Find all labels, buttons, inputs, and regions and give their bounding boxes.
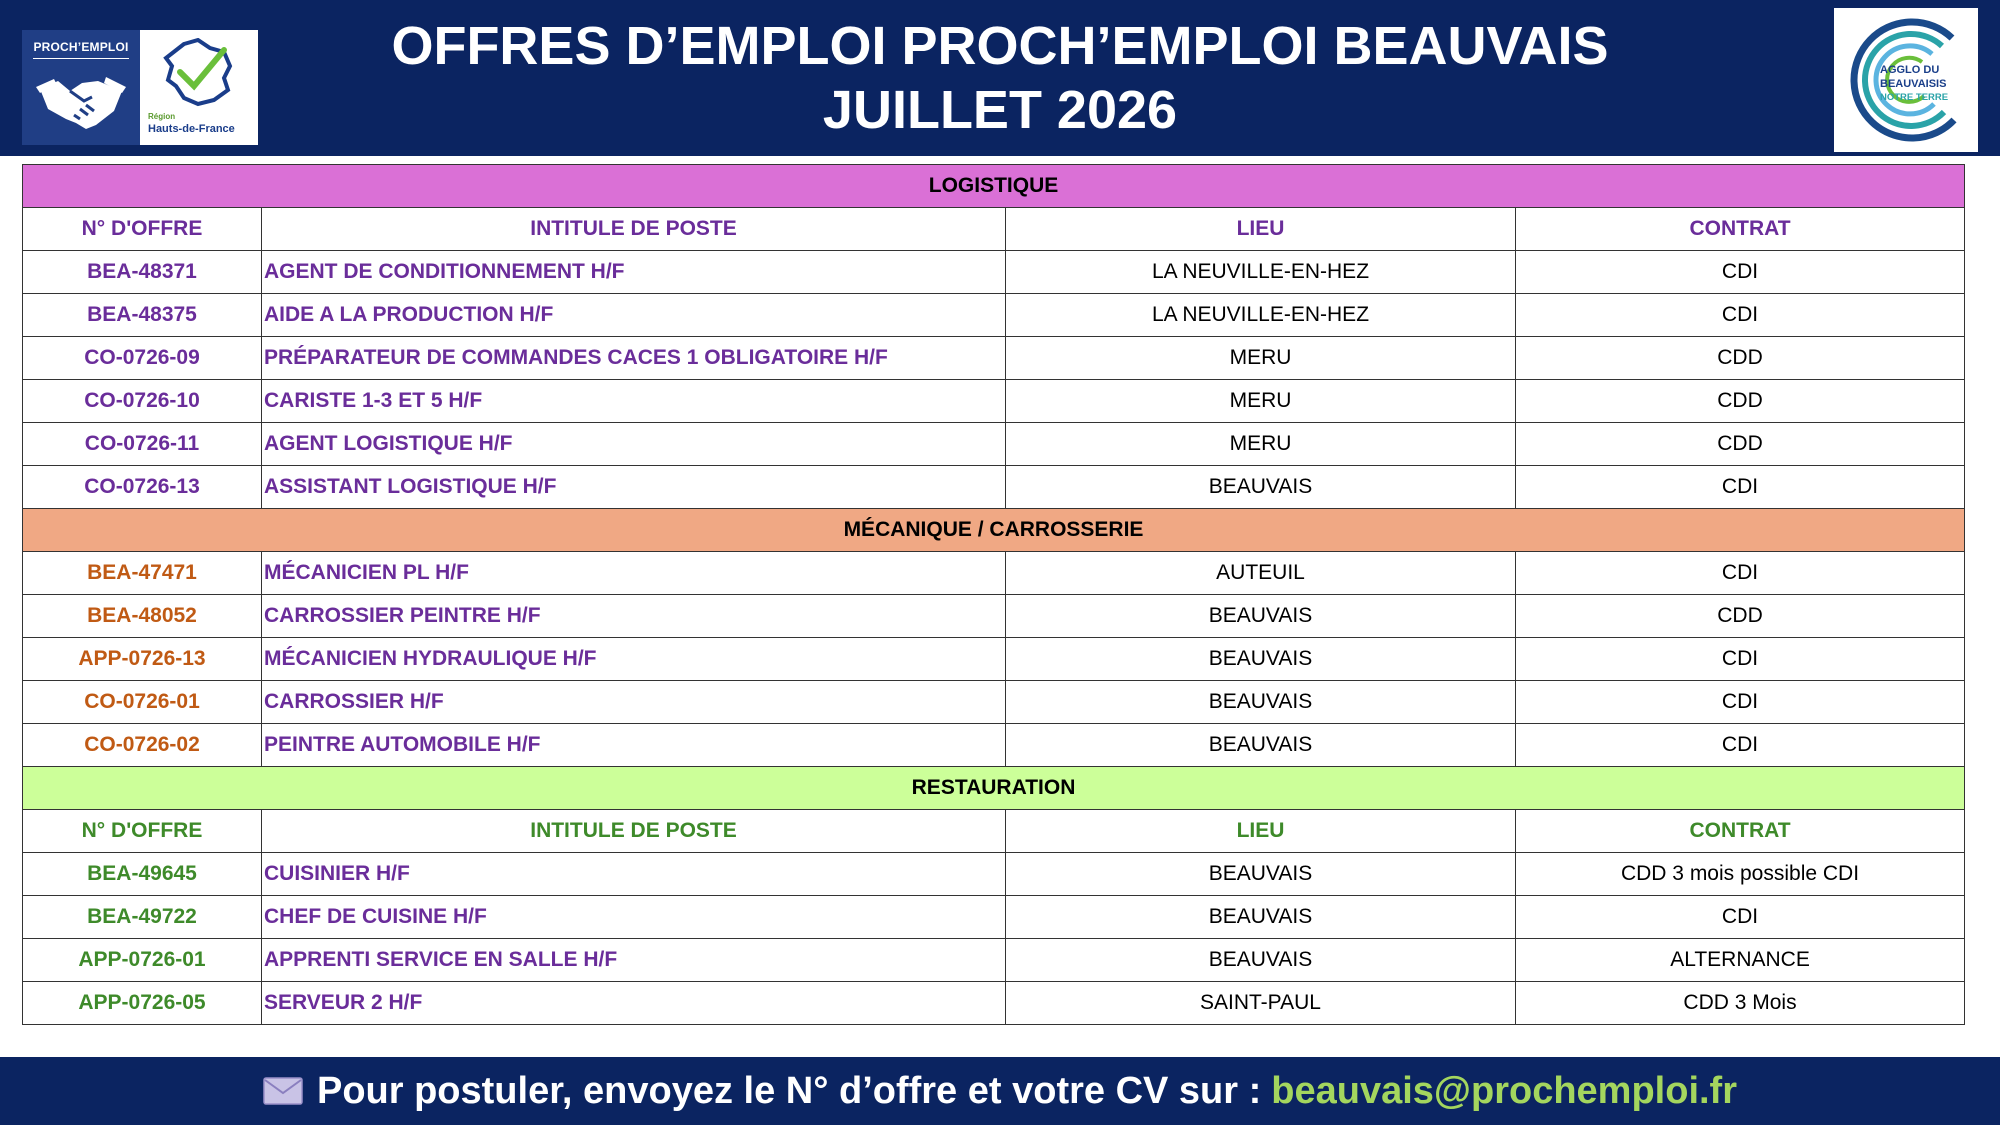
location-cell: MERU [1006,337,1516,380]
footer-instructions: Pour postuler, envoyez le N° d’offre et votre CV sur : [316,1069,1262,1112]
job-offers-table [22,164,1965,1025]
offer-number-cell: CO-0726-10 [23,380,262,423]
contract-cell: CDI [1516,466,1965,509]
contract-cell: CDD [1516,380,1965,423]
france-map-icon [154,38,244,110]
region-name: Hauts-de-France [148,123,235,135]
category-label: RESTAURATION [23,767,1965,810]
table-row [23,724,1965,767]
table-row [23,595,1965,638]
contract-cell: CDI [1516,251,1965,294]
table-row [23,939,1965,982]
offer-number-cell: APP-0726-05 [23,982,262,1025]
column-header-contrat: CONTRAT [1516,810,1965,853]
region-label-small: Région [148,112,176,121]
location-cell: AUTEUIL [1006,552,1516,595]
offer-number-cell: BEA-48052 [23,595,262,638]
column-header-title: INTITULE DE POSTE [262,208,1006,251]
location-cell: BEAUVAIS [1006,853,1516,896]
table-row [23,982,1965,1025]
contract-cell: CDI [1516,638,1965,681]
contract-cell: CDI [1516,724,1965,767]
table-row [23,294,1965,337]
category-row [23,767,1965,810]
category-row [23,165,1965,208]
contract-cell: CDI [1516,294,1965,337]
contract-cell: CDD 3 Mois [1516,982,1965,1025]
table-row [23,638,1965,681]
agglo-beauvaisis-logo [1834,8,1978,152]
table-row [23,423,1965,466]
job-title-cell: CARROSSIER H/F [262,681,1006,724]
location-cell: BEAUVAIS [1006,638,1516,681]
footer-banner [0,1057,2000,1125]
contract-cell: CDI [1516,896,1965,939]
column-header-row [23,810,1965,853]
title-line-1: OFFRES D’EMPLOI PROCH’EMPLOI BEAUVAIS [391,16,1609,76]
table-row [23,896,1965,939]
location-cell: LA NEUVILLE-EN-HEZ [1006,294,1516,337]
contract-cell: CDD [1516,423,1965,466]
location-cell: SAINT-PAUL [1006,982,1516,1025]
location-cell: BEAUVAIS [1006,681,1516,724]
job-title-cell: MÉCANICIEN HYDRAULIQUE H/F [262,638,1006,681]
location-cell: MERU [1006,380,1516,423]
column-header-num: N° D'OFFRE [23,810,262,853]
offer-number-cell: CO-0726-01 [23,681,262,724]
agglo-text-2: BEAUVAISIS [1880,78,1947,90]
column-header-row [23,208,1965,251]
prochemploi-region-logo [22,30,258,145]
job-title-cell: PEINTRE AUTOMOBILE H/F [262,724,1006,767]
prochemploi-logo [22,30,140,145]
page-title [300,14,1700,142]
location-cell: LA NEUVILLE-EN-HEZ [1006,251,1516,294]
column-header-num: N° D'OFFRE [23,208,262,251]
contract-cell: ALTERNANCE [1516,939,1965,982]
contract-cell: CDI [1516,552,1965,595]
table-row [23,466,1965,509]
location-cell: BEAUVAIS [1006,724,1516,767]
column-header-contrat: CONTRAT [1516,208,1965,251]
category-label: MÉCANIQUE / CARROSSERIE [23,509,1965,552]
offer-number-cell: BEA-48371 [23,251,262,294]
agglo-text-1: AGGLO DU [1880,64,1940,76]
offer-number-cell: APP-0726-01 [23,939,262,982]
job-title-cell: CARISTE 1-3 ET 5 H/F [262,380,1006,423]
contact-email-link[interactable]: beauvais@prochemploi.fr [1271,1069,1738,1112]
contract-cell: CDD [1516,337,1965,380]
envelope-icon [263,1077,303,1105]
job-title-cell: CUISINIER H/F [262,853,1006,896]
location-cell: MERU [1006,423,1516,466]
table-row [23,853,1965,896]
job-title-cell: SERVEUR 2 H/F [262,982,1006,1025]
job-title-cell: APPRENTI SERVICE EN SALLE H/F [262,939,1006,982]
table-row [23,251,1965,294]
job-title-cell: PRÉPARATEUR DE COMMANDES CACES 1 OBLIGATOIRE H/F [262,337,1006,380]
job-title-cell: AIDE A LA PRODUCTION H/F [262,294,1006,337]
job-title-cell: ASSISTANT LOGISTIQUE H/F [262,466,1006,509]
offer-number-cell: CO-0726-11 [23,423,262,466]
offer-number-cell: CO-0726-02 [23,724,262,767]
column-header-lieu: LIEU [1006,208,1516,251]
job-title-cell: CHEF DE CUISINE H/F [262,896,1006,939]
location-cell: BEAUVAIS [1006,939,1516,982]
column-header-lieu: LIEU [1006,810,1516,853]
handshake-icon [36,71,126,133]
page-header [0,0,2000,156]
region-logo [140,30,258,145]
offer-number-cell: BEA-48375 [23,294,262,337]
title-line-2: JUILLET 2026 [822,80,1178,140]
contract-cell: CDD 3 mois possible CDI [1516,853,1965,896]
offer-number-cell: CO-0726-13 [23,466,262,509]
table-row [23,380,1965,423]
contract-cell: CDI [1516,681,1965,724]
column-header-title: INTITULE DE POSTE [262,810,1006,853]
contract-cell: CDD [1516,595,1965,638]
job-title-cell: AGENT DE CONDITIONNEMENT H/F [262,251,1006,294]
table-row [23,552,1965,595]
table-row [23,337,1965,380]
job-title-cell: CARROSSIER PEINTRE H/F [262,595,1006,638]
prochemploi-logo-text: PROCH’EMPLOI [33,40,128,59]
offer-number-cell: APP-0726-13 [23,638,262,681]
offer-number-cell: BEA-49722 [23,896,262,939]
offer-number-cell: CO-0726-09 [23,337,262,380]
location-cell: BEAUVAIS [1006,466,1516,509]
offer-number-cell: BEA-47471 [23,552,262,595]
agglo-text-3: NOTRE TERRE [1880,92,1949,103]
job-title-cell: AGENT LOGISTIQUE H/F [262,423,1006,466]
location-cell: BEAUVAIS [1006,595,1516,638]
category-label: LOGISTIQUE [23,165,1965,208]
job-title-cell: MÉCANICIEN PL H/F [262,552,1006,595]
location-cell: BEAUVAIS [1006,896,1516,939]
category-row [23,509,1965,552]
offer-number-cell: BEA-49645 [23,853,262,896]
table-row [23,681,1965,724]
